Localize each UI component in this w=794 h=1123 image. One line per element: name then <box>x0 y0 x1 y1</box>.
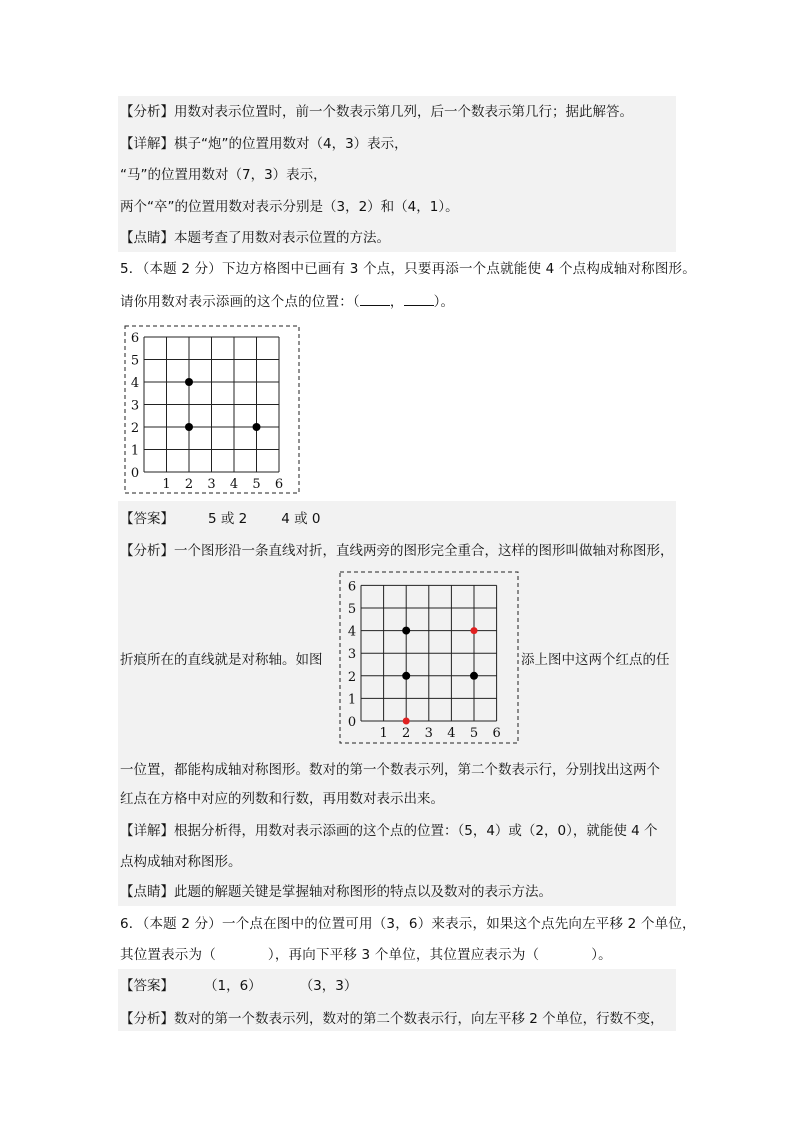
q5-answer <box>120 509 321 529</box>
y-tick-label: 2 <box>347 669 357 685</box>
x-tick-label: 5 <box>469 726 479 741</box>
q6-question-line-1: 6．（本题 2 分）一个点在图中的位置可用（3，6）来表示，如果这个点先向左平移 2 个单位， <box>120 916 696 932</box>
q5-line2-prefix: 请你用数对表示添画的这个点的位置：（ <box>120 294 360 310</box>
black-point <box>402 672 410 680</box>
y-tick-label: 4 <box>347 624 357 640</box>
q5-comment: 【点睛】此题的解题关键是掌握轴对称图形的特点以及数对的表示方法。 <box>120 884 552 900</box>
q6-question-line-2 <box>120 945 612 965</box>
q4-detail-3: 两个“卒”的位置用数对表示分别是（3，2）和（4，1）。 <box>120 199 459 215</box>
q5-question-line-2 <box>120 291 454 311</box>
y-tick-label: 1 <box>347 692 357 708</box>
y-tick-label: 6 <box>347 579 357 595</box>
black-point <box>185 423 193 431</box>
q5-question-grid <box>124 325 300 494</box>
q5-answer-grid <box>339 571 519 744</box>
x-tick-label: 6 <box>492 726 501 741</box>
y-tick-label: 3 <box>347 647 357 663</box>
q6-line2-prefix: 其位置表示为（ <box>120 947 216 963</box>
x-tick-label: 3 <box>207 477 216 492</box>
q5-blank-2[interactable] <box>404 291 434 306</box>
x-tick-label: 1 <box>379 726 388 741</box>
q5-answer-label: 【答案】 <box>120 511 174 527</box>
y-tick-label: 0 <box>130 466 140 481</box>
x-tick-label: 5 <box>252 477 261 492</box>
y-tick-label: 4 <box>130 376 140 391</box>
q5-answer-1: 5 或 2 <box>208 511 248 527</box>
y-tick-label: 1 <box>130 443 140 459</box>
q5-grid-svg <box>124 325 300 494</box>
q6-answer-2: （3，3） <box>299 978 358 994</box>
q4-analysis: 【分析】用数对表示位置时，前一个数表示第几列，后一个数表示第几行；据此解答。 <box>120 104 633 120</box>
q6-line2-suffix: ）。 <box>591 947 612 963</box>
q4-comment: 【点睛】本题考查了用数对表示位置的方法。 <box>120 230 390 246</box>
black-point <box>470 672 478 680</box>
black-point <box>402 627 410 635</box>
y-tick-label: 5 <box>347 602 357 617</box>
red-point <box>403 718 410 725</box>
q5-analysis-2-left: 折痕所在的直线就是对称轴。如图 <box>120 652 323 668</box>
q4-detail-1: 【详解】棋子“炮”的位置用数对（4，3）表示， <box>120 136 408 152</box>
x-tick-label: 2 <box>402 726 411 741</box>
red-point <box>471 627 478 634</box>
q6-answer-1: （1，6） <box>204 978 262 994</box>
y-tick-label: 3 <box>130 398 140 414</box>
q5-analysis-1: 【分析】一个图形沿一条直线对折，直线两旁的图形完全重合，这样的图形叫做轴对称图形， <box>120 543 674 559</box>
x-tick-label: 2 <box>184 477 194 492</box>
y-tick-label: 0 <box>347 715 357 730</box>
q5-question-line-1: 5．（本题 2 分）下边方格图中已画有 3 个点，只要再添一个点就能使 4 个点构成轴对称图形。 <box>120 261 696 277</box>
x-tick-label: 4 <box>447 726 456 741</box>
q5-analysis-3: 一位置，都能构成轴对称图形。数对的第一个数表示列，第二个数表示行，分别找出这两个 <box>120 762 660 778</box>
q6-answer <box>120 976 357 996</box>
x-tick-label: 3 <box>424 726 433 741</box>
x-tick-label: 4 <box>229 477 239 492</box>
black-point <box>185 378 193 386</box>
y-tick-label: 6 <box>130 331 140 346</box>
q6-line2-mid: ），再向下平移 3 个单位，其位置应表示为（ <box>267 947 540 963</box>
q6-answer-label: 【答案】 <box>120 978 174 994</box>
y-tick-label: 5 <box>130 353 140 369</box>
black-point <box>253 423 261 431</box>
y-tick-label: 2 <box>130 421 140 436</box>
x-tick-label: 1 <box>162 477 171 492</box>
x-tick-label: 6 <box>274 477 284 492</box>
q5-detail-2: 点构成轴对称图形。 <box>120 854 242 870</box>
q5-analysis-4: 红点在方格中对应的列数和行数，再用数对表示出来。 <box>120 791 444 807</box>
q5-detail-1: 【详解】根据分析得，用数对表示添画的这个点的位置：（5，4）或（2，0），就能使 4 个 <box>120 823 658 839</box>
q5-blank-1[interactable] <box>360 291 390 306</box>
q5-line2-suffix: ）。 <box>433 294 455 310</box>
q6-analysis: 【分析】数对的第一个数表示列，数对的第二个数表示行，向左平移 2 个单位，行数不变， <box>120 1011 664 1027</box>
q5-answer-2: 4 或 0 <box>281 511 321 527</box>
q5-line2-sep: ， <box>389 294 404 310</box>
q4-detail-2: “马”的位置用数对（7，3）表示， <box>120 167 327 183</box>
q5-answer-grid-svg <box>339 571 519 744</box>
q5-analysis-2-right: 添上图中这两个红点的任 <box>521 652 670 668</box>
